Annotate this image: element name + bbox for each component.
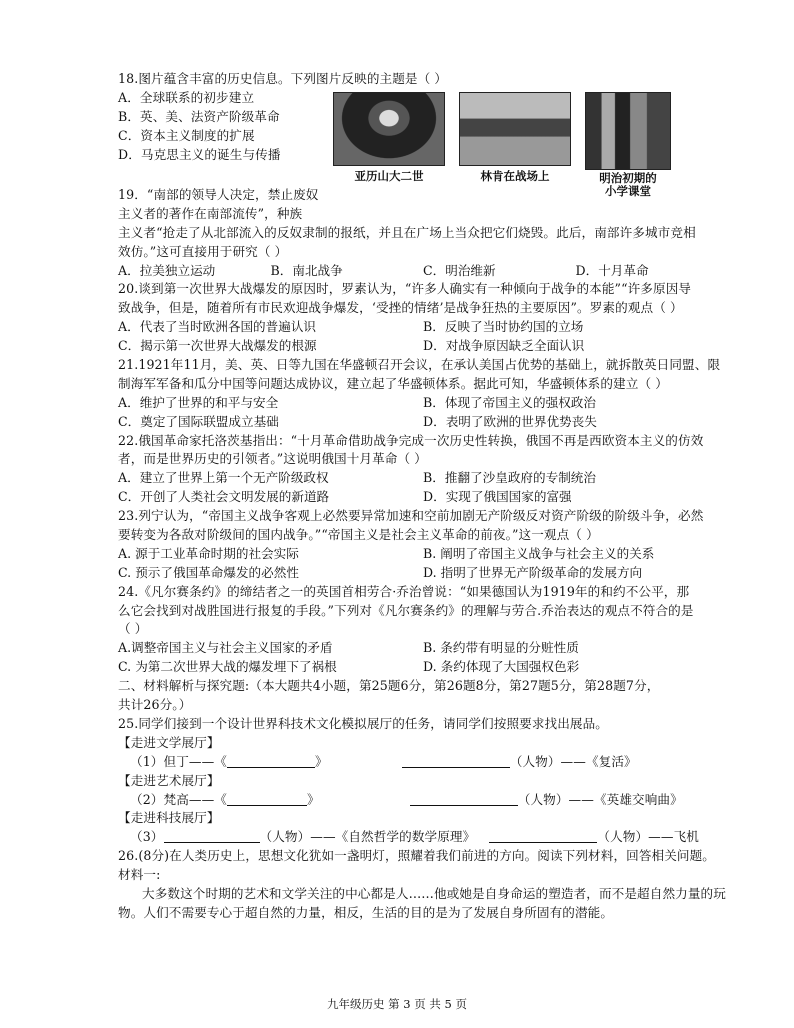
question-19 xyxy=(118,186,728,280)
q21-options-row-2 xyxy=(118,413,728,432)
q24-option-a: A.调整帝国主义与社会主义国家的矛盾 xyxy=(118,640,333,656)
answer-blank-1[interactable] xyxy=(227,753,315,768)
section-2-line-1: 二、材料解析与探究题:（本大题共4小题，第25题6分，第26题8分，第27题5分，第28题7分， xyxy=(118,678,660,694)
q22-options-row-2 xyxy=(118,488,728,507)
question-22 xyxy=(118,432,728,508)
q23-options-row-1 xyxy=(118,545,728,564)
answer-blank-2[interactable] xyxy=(402,753,510,768)
q19-options xyxy=(118,262,728,281)
q24-line-1: 24.《凡尔赛条约》的缔结者之一的英国首相劳合·乔治曾说：“如果德国认为1919年的和约不公平，那 xyxy=(118,583,690,599)
answer-blank-5[interactable] xyxy=(164,828,260,843)
picture-meiji xyxy=(585,92,671,198)
q20-line-2: 致战争，但是，随着所有市民欢迎战争爆发，‘受挫的情绪’是战争狂热的主要原因”。罗素的观点（ ） xyxy=(118,300,683,316)
q19-line-1: 19．“南部的领导人决定，禁止废奴 xyxy=(118,187,319,202)
q24-option-d: D. 条约体现了大国强权色彩 xyxy=(423,659,580,675)
question-20 xyxy=(118,280,728,356)
q20-options-row-1 xyxy=(118,318,728,337)
q20-option-b: B．反映了当时协约国的立场 xyxy=(423,319,584,335)
q21-option-d: D．表明了欧洲的世界优势丧失 xyxy=(423,413,597,429)
q25-row-3-b: （人物）——飞机 xyxy=(597,829,699,845)
q25-row-1 xyxy=(118,753,728,772)
q22-option-d: D．实现了俄国国家的富强 xyxy=(423,489,572,505)
q23-options-row-2 xyxy=(118,564,728,583)
question-25 xyxy=(118,715,728,847)
q25-row-3-a: （人物）——《自然哲学的数学原理》 xyxy=(259,829,476,845)
question-26 xyxy=(118,847,728,923)
section-2-heading xyxy=(118,677,728,715)
question-21 xyxy=(118,356,728,432)
q24-line-3: （ ） xyxy=(118,621,148,637)
q20-options-row-2 xyxy=(118,337,728,356)
q21-line-1: 21.1921年11月，美、英、日等九国在华盛顿召开会议，在承认美国占优势的基础上，就拆散英日同盟、限 xyxy=(118,357,721,373)
q25-row-2-prefix: （2）梵高——《 xyxy=(130,791,227,807)
q25-hall-art: 【走进艺术展厅】 xyxy=(118,772,220,788)
q18-option-a: A．全球联系的初步建立 xyxy=(118,89,255,105)
q21-line-2: 制海军军备和瓜分中国等问题达成协议，建立起了华盛顿体系。据此可知，华盛顿体系的建立（ ） xyxy=(118,375,668,391)
q24-option-b: B. 条约带有明显的分赃性质 xyxy=(423,640,579,656)
q19-line-4: 效仿。”这可直接用于研究（ ） xyxy=(118,243,288,259)
q21-option-a: A．维护了世界的和平与安全 xyxy=(118,394,279,410)
q23-option-b: B. 阐明了帝国主义战争与社会主义的关系 xyxy=(423,545,655,561)
caption-lincoln: 林肯在战场上 xyxy=(480,169,550,183)
q25-row-1-prefix: （1）但丁——《 xyxy=(130,753,227,769)
caption-meiji-line1: 明治初期的 xyxy=(599,171,657,185)
q25-row-3-prefix: （3） xyxy=(130,829,164,845)
photo-meiji xyxy=(585,92,671,170)
q19-option-a: A．拉美独立运动 xyxy=(118,262,216,278)
q24-line-2: 么它会找到对战胜国进行报复的手段。”下列对《凡尔赛条约》的理解与劳合.乔治表达的观点不符合的是 xyxy=(118,602,694,618)
q22-option-a: A．建立了世界上第一个无产阶级政权 xyxy=(118,470,329,486)
photo-lincoln xyxy=(459,92,571,166)
q21-option-c: C．奠定了国际联盟成立基础 xyxy=(118,413,279,429)
picture-lincoln xyxy=(459,92,571,198)
caption-meiji-line2: 小学课堂 xyxy=(605,184,651,199)
answer-blank-6[interactable] xyxy=(489,828,597,843)
q23-line-2: 要转变为各敌对阶级间的国内战争。”“帝国主义是社会主义革命的前夜。”这一观点（ ） xyxy=(118,527,599,543)
q25-row-2 xyxy=(118,791,728,810)
q25-hall-literature: 【走进文学展厅】 xyxy=(118,734,220,750)
q26-stem: 26.(8分)在人类历史上，思想文化犹如一盏明灯，照耀着我们前进的方向。阅读下列材料，回答相关问题。 xyxy=(118,848,715,864)
q22-line-1: 22.俄国革命家托洛茨基指出：“十月革命借助战争完成一次历史性转换，俄国不再是西欧资本主义的仿效 xyxy=(118,432,704,448)
caption-alexander: 亚历山大二世 xyxy=(354,169,424,183)
q25-stem: 25.同学们接到一个设计世界科技术文化模拟展厅的任务，请同学们按照要求找出展品。 xyxy=(118,715,608,731)
q19-option-c: C．明治维新 xyxy=(423,262,496,278)
q24-options-row-1 xyxy=(118,639,728,658)
page-footer: 九年级历史 第 3 页 共 5 页 xyxy=(326,997,468,1011)
q22-option-c: C．开创了人类社会文明发展的新道路 xyxy=(118,489,330,505)
answer-blank-4[interactable] xyxy=(410,791,518,806)
q26-material-label: 材料一: xyxy=(118,867,161,883)
q22-option-b: B．推翻了沙皇政府的专制统治 xyxy=(423,470,596,486)
q23-option-d: D. 指明了世界无产阶级革命的发展方向 xyxy=(423,564,643,580)
caption-meiji xyxy=(599,172,657,198)
q24-options-row-2 xyxy=(118,658,728,677)
q18-stem: 18.图片蕴含丰富的历史信息。下列图片反映的主题是（ ） xyxy=(118,71,448,86)
q21-option-b: B．体现了帝国主义的强权政治 xyxy=(423,394,596,410)
q18-option-c: C．资本主义制度的扩展 xyxy=(118,127,255,143)
q22-line-2: 者，而是世界历史的引领者。”这说明俄国十月革命（ ） xyxy=(118,451,427,467)
q25-row-2-mid: 》 xyxy=(306,791,320,807)
q19-line-2: 主义者的著作在南部流传”，种族 xyxy=(118,205,303,221)
picture-alexander xyxy=(333,92,445,198)
q25-row-3 xyxy=(118,828,728,847)
q23-option-c: C. 预示了俄国革命爆发的必然性 xyxy=(118,564,299,580)
q18-pictures xyxy=(333,92,671,198)
q26-material-paragraph: 大多数这个时期的艺术和文学关注的中心都是人……他或她是自身命运的塑造者，而不是超自然力量的玩物。人们不需要专心于超自然的力量，相反，生活的目的是为了发展自身所固有的潜能。 xyxy=(118,885,726,920)
q25-hall-science: 【走进科技展厅】 xyxy=(118,810,220,826)
q25-row-1-mid: 》 xyxy=(314,753,328,769)
q20-option-c: C．揭示第一次世界大战爆发的根源 xyxy=(118,338,317,354)
q25-row-1-person: （人物）——《复活》 xyxy=(509,753,637,769)
q23-line-1: 23.列宁认为，“帝国主义战争客观上必然要异常加速和空前加剧无产阶级反对资产阶级的阶级斗争，必然 xyxy=(118,508,704,524)
q19-line-3: 主义者“抢走了从北部流入的反奴隶制的报纸，并且在广场上当众把它们烧毁。此后，南部许多城市竞相 xyxy=(118,224,696,240)
q19-option-d: D．十月革命 xyxy=(575,262,649,278)
q21-options-row-1 xyxy=(118,394,728,413)
q22-options-row-1 xyxy=(118,469,728,488)
q20-line-1: 20.谈到第一次世界大战爆发的原因时，罗素认为，“许多人确实有一种倾向于战争的本能”“许多原因导 xyxy=(118,281,692,297)
q19-option-b: B．南北战争 xyxy=(270,262,343,278)
q20-option-d: D．对战争原因缺乏全面认识 xyxy=(423,338,585,354)
photo-alexander xyxy=(333,92,445,166)
answer-blank-3[interactable] xyxy=(227,791,307,806)
q24-option-c: C. 为第二次世界大战的爆发埋下了祸根 xyxy=(118,659,337,675)
q25-row-2-person: （人物）——《英雄交响曲》 xyxy=(517,791,683,807)
q18-option-d: D．马克思主义的诞生与传播 xyxy=(118,146,281,162)
q23-option-a: A. 源于工业革命时期的社会实际 xyxy=(118,545,299,561)
question-23 xyxy=(118,507,728,583)
section-2-line-2: 共计26分。） xyxy=(118,697,192,713)
q18-option-b: B．英、美、法资产阶级革命 xyxy=(118,108,280,124)
q20-option-a: A．代表了当时欧洲各国的普遍认识 xyxy=(118,319,317,335)
question-24 xyxy=(118,583,728,677)
exam-page xyxy=(118,70,728,923)
